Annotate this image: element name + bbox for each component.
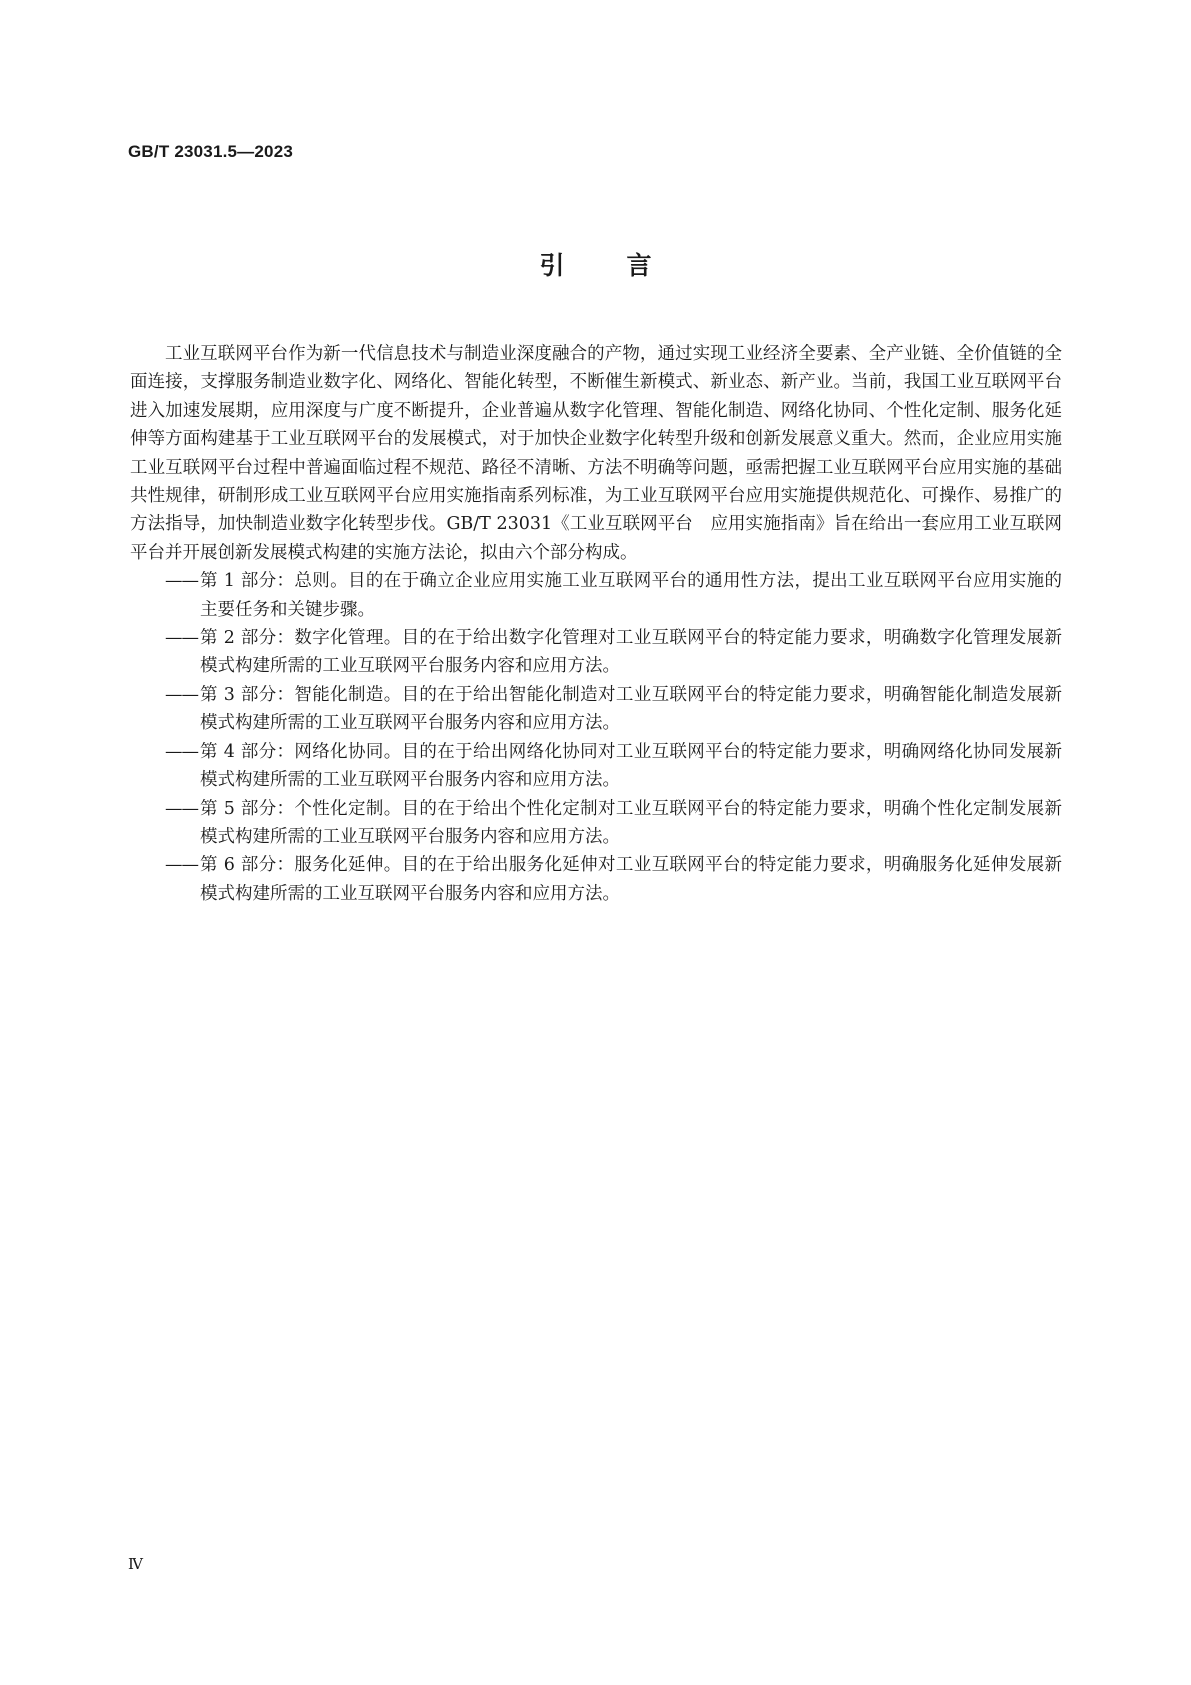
part-text: 第 2 部分：数字化管理。目的在于给出数字化管理对工业互联网平台的特定能力要求，明确数字化管理发展新模式构建所需的工业互联网平台服务内容和应用方法。 xyxy=(200,628,1062,677)
dash-marker: —— xyxy=(165,628,198,649)
dash-marker: —— xyxy=(165,855,198,876)
part-item xyxy=(130,624,1062,681)
page-number: Ⅳ xyxy=(128,1555,143,1573)
dash-marker: —— xyxy=(165,798,198,819)
part-item xyxy=(130,795,1062,852)
dash-marker: —— xyxy=(165,684,198,705)
introduction-body xyxy=(130,340,1062,908)
standard-code: GB/T 23031.5—2023 xyxy=(128,142,293,161)
part-item xyxy=(130,681,1062,738)
part-item xyxy=(130,851,1062,908)
part-text: 第 6 部分：服务化延伸。目的在于给出服务化延伸对工业互联网平台的特定能力要求，明确服务化延伸发展新模式构建所需的工业互联网平台服务内容和应用方法。 xyxy=(200,855,1062,904)
parts-list xyxy=(130,567,1062,908)
part-text: 第 5 部分：个性化定制。目的在于给出个性化定制对工业互联网平台的特定能力要求，明确个性化定制发展新模式构建所需的工业互联网平台服务内容和应用方法。 xyxy=(200,798,1062,847)
page-title: 引言 xyxy=(539,251,714,280)
part-text: 第 1 部分：总则。目的在于确立企业应用实施工业互联网平台的通用性方法，提出工业互联网平台应用实施的主要任务和关键步骤。 xyxy=(200,571,1062,620)
part-text: 第 4 部分：网络化协同。目的在于给出网络化协同对工业互联网平台的特定能力要求，明确网络化协同发展新模式构建所需的工业互联网平台服务内容和应用方法。 xyxy=(200,741,1062,791)
dash-marker: —— xyxy=(165,741,198,762)
dash-marker: —— xyxy=(165,571,198,592)
part-item xyxy=(130,567,1062,624)
part-item xyxy=(130,738,1062,795)
part-text: 第 3 部分：智能化制造。目的在于给出智能化制造对工业互联网平台的特定能力要求，明确智能化制造发展新模式构建所需的工业互联网平台服务内容和应用方法。 xyxy=(200,684,1062,734)
intro-paragraph: 工业互联网平台作为新一代信息技术与制造业深度融合的产物，通过实现工业经济全要素、全产业链、全价值链的全面连接，支撑服务制造业数字化、网络化、智能化转型，不断催生新模式、新业态、新产业。当前，我国工业互联网平台进入加速发展期，应用深度与广度不断提升，企业普遍从数字化管理、智能化制造、网络化协同、个性化定制、服务化延伸等方面构建基于工业互联网平台的发展模式，对于加快企业数字化转型升级和创新发展意义重大。然而，企业应用实施工业互联网平台过程中普遍面临过程不规范、路径不清晰、方法不明确等问题，亟需把握工业互联网平台应用实施的基础共性规律，研制形成工业互联网平台应用实施指南系列标准，为工业互联网平台应用实施提供规范化、可操作、易推广的方法指导，加快制造业数字化转型步伐。GB/T 23031《工业互联网平台 应用实施指南》旨在给出一套应用工业互联网平台并开展创新发展模式构建的实施方法论，拟由六个部分构成。 xyxy=(130,344,1062,563)
